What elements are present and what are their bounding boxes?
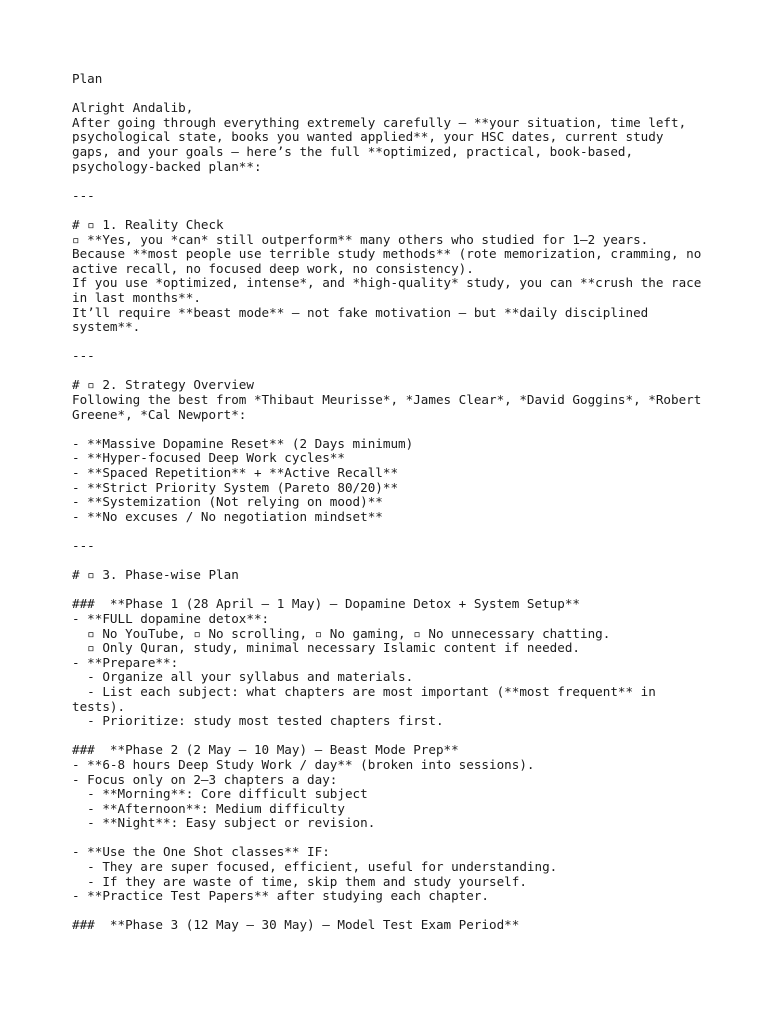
document-line: - **Hyper-focused Deep Work cycles** (72, 450, 345, 466)
document-line: ▫ No YouTube, ▫ No scrolling, ▫ No gaming, ▫ No unnecessary chatting. (72, 625, 611, 641)
document-line: --- (72, 187, 95, 203)
document-line: - **Use the One Shot classes** IF: (72, 844, 330, 860)
document-line: Plan (72, 71, 103, 86)
document-line (72, 335, 712, 350)
document-line (72, 729, 712, 744)
document-line: Greene*, *Cal Newport*: (72, 406, 247, 422)
document-line (72, 203, 712, 218)
document-line: in last months**. (72, 289, 201, 305)
document-line (72, 583, 712, 598)
document-line: - **Strict Priority System (Pareto 80/20)** (72, 479, 399, 495)
document-line: - **Systemization (Not relying on mood)** (72, 494, 383, 510)
document-line: - If they are waste of time, skip them and study yourself. (72, 873, 527, 889)
document-line: ### **Phase 2 (2 May – 10 May) — Beast Mode Prep** (72, 742, 459, 758)
document-line (72, 524, 712, 539)
document-line: - **FULL dopamine detox**: (72, 610, 270, 626)
document-line: - Focus only on 2–3 chapters a day: (72, 771, 338, 787)
document-line: ### **Phase 3 (12 May – 30 May) — Model Test Exam Period** (72, 917, 520, 933)
document-line (72, 174, 712, 189)
document-line: # ▫ 2. Strategy Overview (72, 377, 254, 393)
document-line: psychology-backed plan**: (72, 158, 262, 174)
document-text (72, 72, 712, 933)
document-line: - **Prepare**: (72, 654, 179, 670)
document-line: - List each subject: what chapters are most important (**most frequent** in (72, 683, 656, 699)
document-line: ▫ Only Quran, study, minimal necessary Islamic content if needed. (72, 640, 580, 656)
document-line: ### **Phase 1 (28 April – 1 May) — Dopamine Detox + System Setup** (72, 596, 580, 612)
document-line: system**. (72, 319, 141, 335)
document-line: --- (72, 538, 95, 553)
document-line: - **Massive Dopamine Reset** (2 Days minimum) (72, 435, 414, 451)
document-line (72, 87, 712, 102)
document-line (72, 422, 712, 437)
document-line: It’ll require **beast mode** — not fake motivation — but **daily disciplined (72, 304, 649, 320)
document-line: # ▫ 1. Reality Check (72, 216, 224, 232)
document-line: active recall, no focused deep work, no consistency). (72, 260, 474, 276)
document-line: - They are super focused, efficient, useful for understanding. (72, 859, 558, 875)
document-line: psychological state, books you wanted applied**, your HSC dates, current study (72, 129, 664, 145)
document-line: ▫ **Yes, you *can* still outperform** many others who studied for 1–2 years. (72, 231, 649, 247)
document-line: - **Practice Test Papers** after studying each chapter. (72, 888, 490, 904)
document-line: --- (72, 348, 95, 364)
document-line: - **Night**: Easy subject or revision. (72, 815, 376, 831)
document-line: # ▫ 3. Phase-wise Plan (72, 567, 239, 583)
document-line: - Prioritize: study most tested chapters first. (72, 713, 444, 729)
document-line: - **Afternoon**: Medium difficulty (72, 800, 345, 816)
document-line (72, 364, 712, 379)
document-line (72, 831, 712, 846)
document-line: Following the best from *Thibaut Meurisse*, *James Clear*, *David Goggins*, *Robert (72, 392, 702, 408)
document-line: - **Morning**: Core difficult subject (72, 786, 368, 802)
document-line: - **No excuses / No negotiation mindset** (72, 508, 383, 524)
document-line (72, 554, 712, 569)
document-line: tests). (72, 698, 126, 714)
document-line: - **Spaced Repetition** + **Active Recall** (72, 465, 399, 481)
document-line: After going through everything extremely carefully — **your situation, time left, (72, 114, 687, 130)
document-line: - Organize all your syllabus and materials. (72, 669, 414, 685)
document-line (72, 904, 712, 919)
document-line: gaps, and your goals — here’s the full **optimized, practical, book-based, (72, 143, 634, 159)
document-line: - **6-8 hours Deep Study Work / day** (broken into sessions). (72, 756, 535, 772)
document-line: Because **most people use terrible study methods** (rote memorization, cramming, no (72, 246, 702, 262)
document-line: If you use *optimized, intense*, and *high-quality* study, you can **crush the race (72, 275, 702, 291)
document-line: Alright Andalib, (72, 100, 194, 116)
